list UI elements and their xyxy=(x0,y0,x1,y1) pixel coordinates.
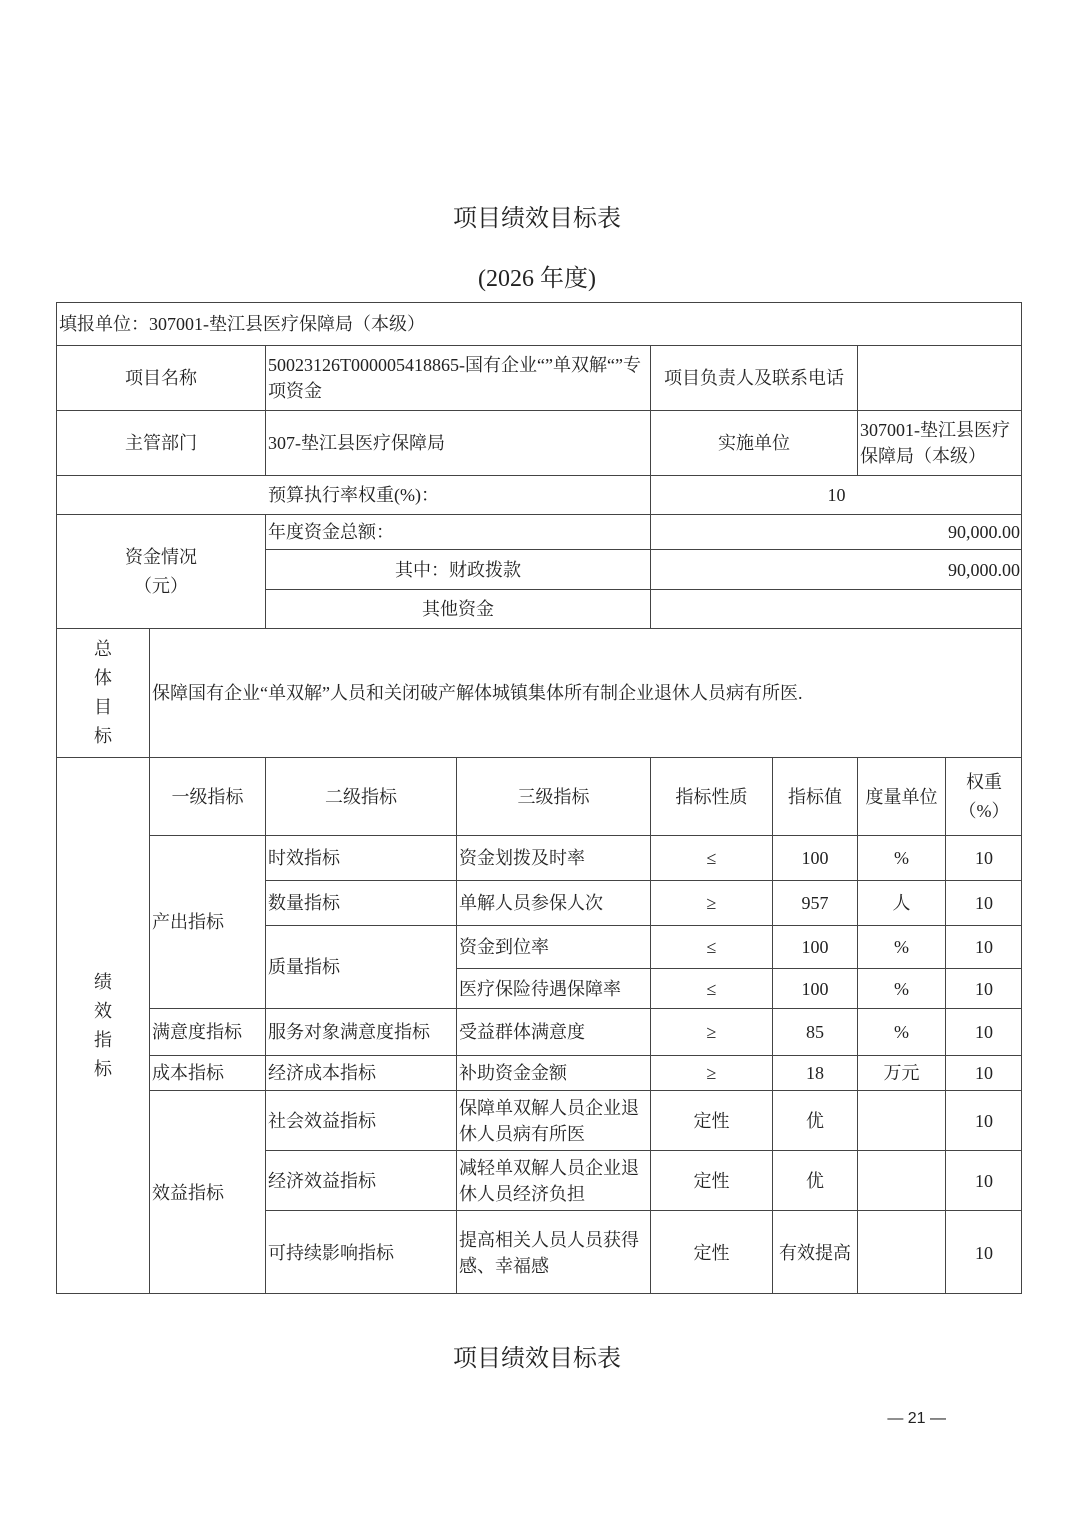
indicator-value: 85 xyxy=(772,1008,857,1055)
indicator-unit: 人 xyxy=(857,880,945,925)
indicator-section-char: 效 xyxy=(94,1001,112,1021)
responsible-label: 项目负责人及联系电话 xyxy=(650,345,857,410)
indicator-value: 100 xyxy=(772,968,857,1008)
level3-indicator: 补助资金金额 xyxy=(456,1055,650,1090)
indicator-weight: 10 xyxy=(945,1150,1022,1210)
level1-cost: 成本指标 xyxy=(149,1055,265,1090)
level3-indicator: 保障单双解人员企业退休人员病有所医 xyxy=(456,1090,650,1150)
budget-weight-value: 10 xyxy=(650,475,1022,514)
column-header: 三级指标 xyxy=(456,757,650,835)
department-label: 主管部门 xyxy=(56,410,265,475)
indicator-nature: ≥ xyxy=(650,1055,772,1090)
level1-benefit: 效益指标 xyxy=(149,1090,265,1294)
goal-text: 保障国有企业“单双解”人员和关闭破产解体城镇集体所有制企业退休人员病有所医. xyxy=(149,628,1022,757)
goal-label xyxy=(56,628,149,757)
budget-weight-label: 预算执行率权重(%)： xyxy=(56,475,650,514)
fiscal-value: 90,000.00 xyxy=(650,549,1022,589)
level2-indicator: 服务对象满意度指标 xyxy=(265,1008,456,1055)
indicator-section-label xyxy=(56,757,149,1294)
level3-indicator: 受益群体满意度 xyxy=(456,1008,650,1055)
weight-header-line1: 权重 xyxy=(966,771,1002,792)
annual-total-label: 年度资金总额： xyxy=(265,514,650,549)
column-header: 二级指标 xyxy=(265,757,456,835)
level3-indicator: 资金到位率 xyxy=(456,925,650,968)
indicator-unit: % xyxy=(857,968,945,1008)
level2-indicator: 数量指标 xyxy=(265,880,456,925)
goal-label-char: 标 xyxy=(94,726,112,746)
level3-indicator: 医疗保险待遇保障率 xyxy=(456,968,650,1008)
indicator-value: 957 xyxy=(772,880,857,925)
level2-indicator: 质量指标 xyxy=(265,925,456,1008)
funds-label-line2: （元） xyxy=(134,575,188,596)
next-page-title: 项目绩效目标表 xyxy=(453,1346,621,1372)
page-year: (2026 年度) xyxy=(478,266,596,292)
level2-indicator: 时效指标 xyxy=(265,835,456,880)
indicator-weight: 10 xyxy=(945,880,1022,925)
indicator-weight: 10 xyxy=(945,925,1022,968)
indicator-unit: 万元 xyxy=(857,1055,945,1090)
department-value: 307-垫江县医疗保障局 xyxy=(265,410,650,475)
level2-indicator: 社会效益指标 xyxy=(265,1090,456,1150)
indicator-value: 18 xyxy=(772,1055,857,1090)
indicator-nature: ≤ xyxy=(650,968,772,1008)
indicator-nature: 定性 xyxy=(650,1090,772,1150)
indicator-unit: % xyxy=(857,925,945,968)
indicator-weight: 10 xyxy=(945,835,1022,880)
annual-total-value: 90,000.00 xyxy=(650,514,1022,549)
indicator-value: 100 xyxy=(772,925,857,968)
responsible-value xyxy=(857,345,1022,410)
fiscal-label: 其中：财政拨款 xyxy=(265,549,650,589)
indicator-section-char: 指 xyxy=(94,1030,112,1050)
indicator-nature: ≥ xyxy=(650,880,772,925)
goal-label-char: 总 xyxy=(94,639,112,659)
implementer-value: 307001-垫江县医疗保障局（本级） xyxy=(857,410,1022,475)
goal-label-char: 目 xyxy=(94,697,112,717)
level3-indicator: 提高相关人员人员获得感、幸福感 xyxy=(456,1210,650,1294)
indicator-unit: % xyxy=(857,835,945,880)
reporting-unit: 填报单位：307001-垫江县医疗保障局（本级） xyxy=(56,302,1022,345)
column-header: 度量单位 xyxy=(857,757,945,835)
other-funds-label: 其他资金 xyxy=(265,589,650,628)
level1-satisfaction: 满意度指标 xyxy=(149,1008,265,1055)
column-header-weight xyxy=(945,757,1022,835)
level2-indicator: 经济成本指标 xyxy=(265,1055,456,1090)
indicator-unit: % xyxy=(857,1008,945,1055)
funds-label-line1: 资金情况 xyxy=(125,546,197,567)
indicator-nature: ≤ xyxy=(650,925,772,968)
column-header: 指标性质 xyxy=(650,757,772,835)
other-funds-value xyxy=(650,589,1022,628)
indicator-nature: ≥ xyxy=(650,1008,772,1055)
project-name-value: 50023126T000005418865-国有企业“”单双解“”专项资金 xyxy=(265,345,650,410)
funds-label xyxy=(56,514,265,628)
indicator-unit xyxy=(857,1210,945,1294)
indicator-value: 优 xyxy=(772,1090,857,1150)
page-title: 项目绩效目标表 xyxy=(453,206,621,232)
indicator-weight: 10 xyxy=(945,1008,1022,1055)
implementer-label: 实施单位 xyxy=(650,410,857,475)
indicator-weight: 10 xyxy=(945,1055,1022,1090)
level2-indicator: 经济效益指标 xyxy=(265,1150,456,1210)
goal-label-char: 体 xyxy=(94,668,112,688)
indicator-section-char: 标 xyxy=(94,1059,112,1079)
indicator-weight: 10 xyxy=(945,968,1022,1008)
indicator-value: 100 xyxy=(772,835,857,880)
project-name-label: 项目名称 xyxy=(56,345,265,410)
level3-indicator: 单解人员参保人次 xyxy=(456,880,650,925)
indicator-weight: 10 xyxy=(945,1210,1022,1294)
indicator-value: 有效提高 xyxy=(772,1210,857,1294)
level1-output: 产出指标 xyxy=(149,835,265,1008)
indicator-nature: 定性 xyxy=(650,1210,772,1294)
level3-indicator: 减轻单双解人员企业退休人员经济负担 xyxy=(456,1150,650,1210)
indicator-unit xyxy=(857,1090,945,1150)
weight-header-line2: （%） xyxy=(958,800,1010,821)
column-header: 一级指标 xyxy=(149,757,265,835)
indicator-nature: 定性 xyxy=(650,1150,772,1210)
indicator-nature: ≤ xyxy=(650,835,772,880)
level3-indicator: 资金划拨及时率 xyxy=(456,835,650,880)
indicator-section-char: 绩 xyxy=(94,972,112,992)
indicator-weight: 10 xyxy=(945,1090,1022,1150)
indicator-value: 优 xyxy=(772,1150,857,1210)
indicator-unit xyxy=(857,1150,945,1210)
page-number: — 21 — xyxy=(887,1410,946,1427)
level2-indicator: 可持续影响指标 xyxy=(265,1210,456,1294)
column-header: 指标值 xyxy=(772,757,857,835)
